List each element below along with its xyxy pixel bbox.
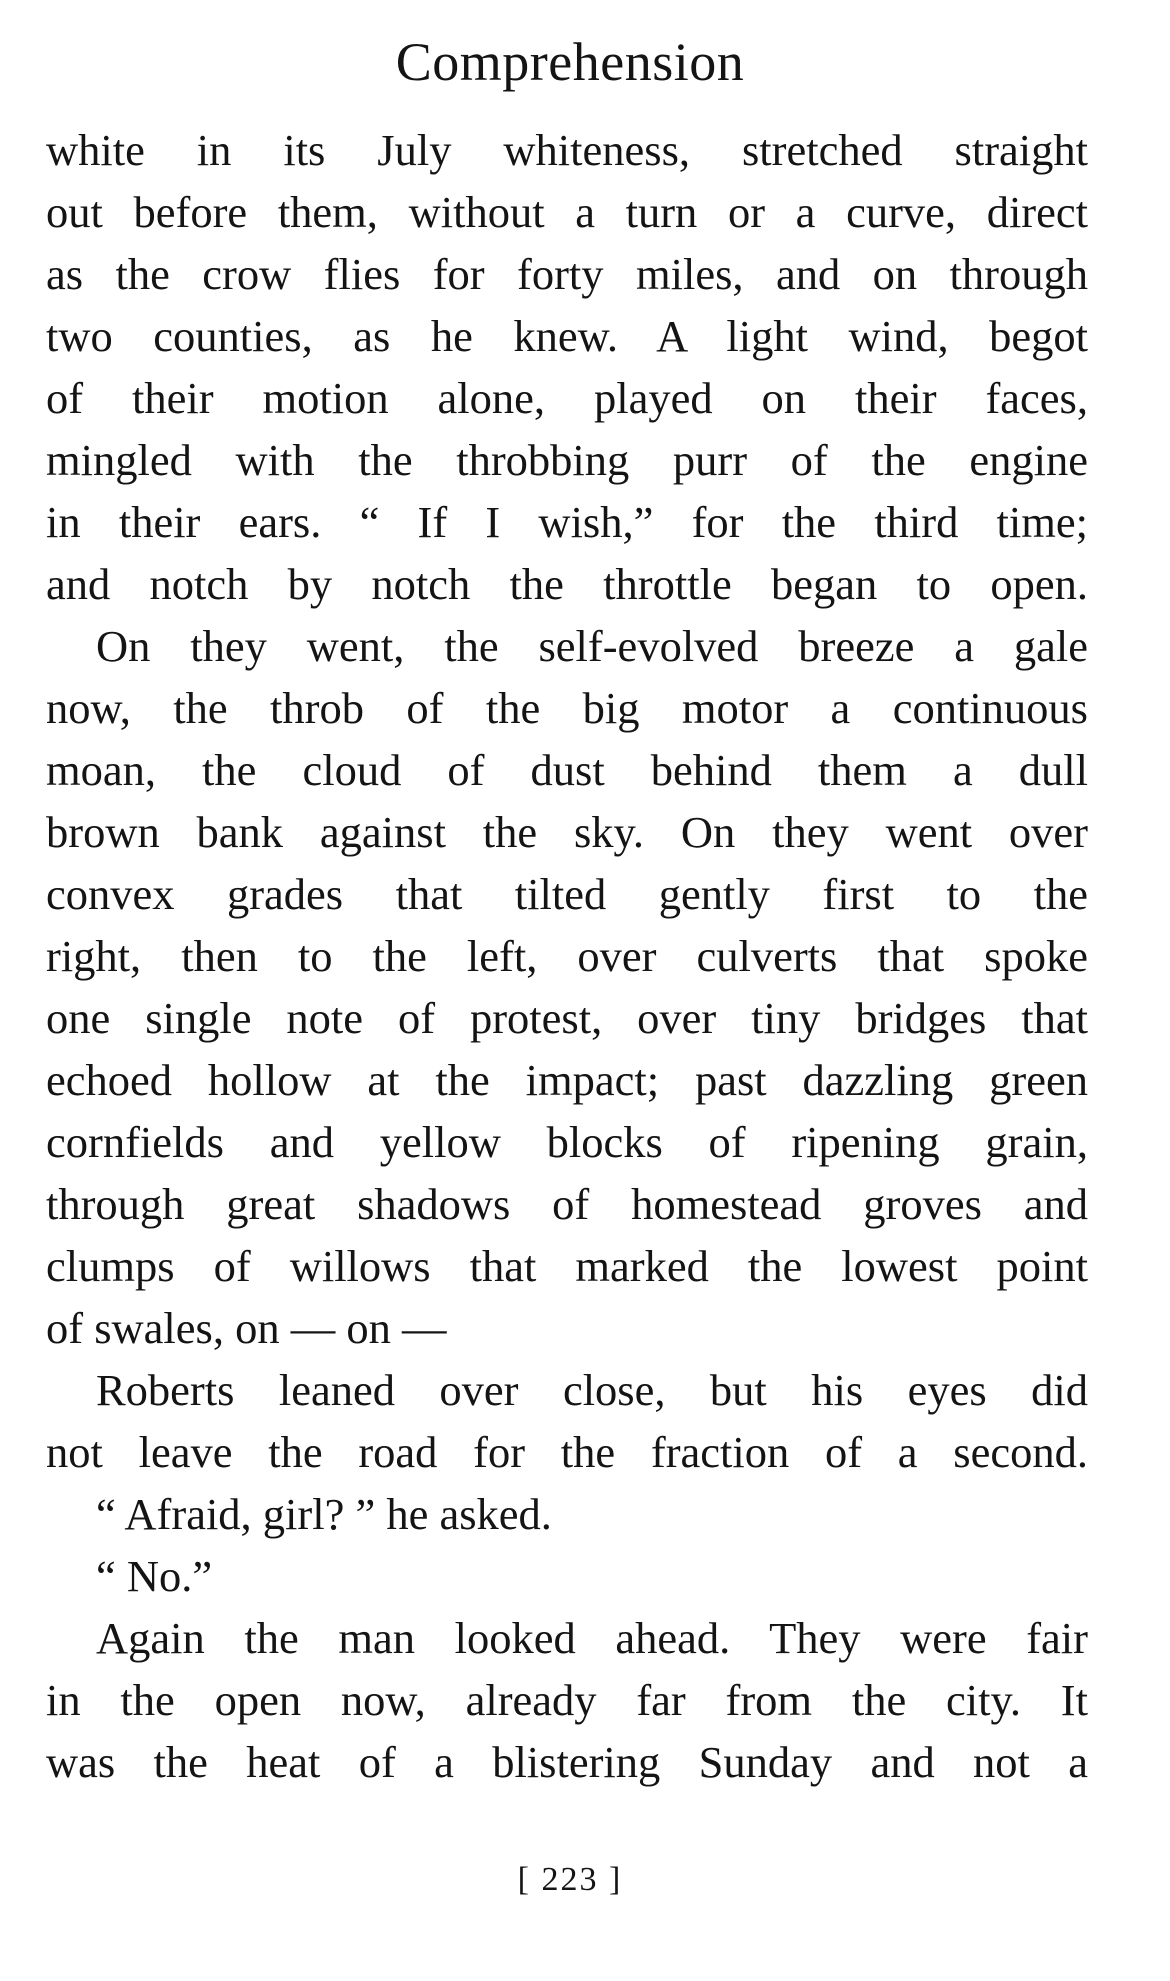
paragraph-last-line: of swales, on — on —: [46, 1303, 447, 1353]
text-line: and notch by notch the throttle began to open.: [46, 559, 1088, 609]
paragraph-first-line: Roberts leaned over close, but his eyes did: [96, 1365, 1088, 1415]
text-line: was the heat of a blistering Sunday and not a: [46, 1737, 1088, 1787]
text-line: two counties, as he knew. A light wind, begot: [46, 311, 1088, 361]
text-line: right, then to the left, over culverts that spoke: [46, 931, 1088, 981]
text-line: cornfields and yellow blocks of ripening grain,: [46, 1117, 1088, 1167]
text-line: white in its July whiteness, stretched straight: [46, 125, 1088, 175]
text-line: moan, the cloud of dust behind them a dull: [46, 745, 1088, 795]
text-line: mingled with the throbbing purr of the engine: [46, 435, 1088, 485]
text-line: as the crow flies for forty miles, and on through: [46, 249, 1088, 299]
text-line: of their motion alone, played on their faces,: [46, 373, 1088, 423]
dialogue-line: “ No.”: [96, 1551, 213, 1601]
text-line: in their ears. “ If I wish,” for the third time;: [46, 497, 1088, 547]
text-line: one single note of protest, over tiny bridges that: [46, 993, 1088, 1043]
body-text: [46, 119, 1088, 1793]
text-line: out before them, without a turn or a curve, direct: [46, 187, 1088, 237]
text-line: through great shadows of homestead groves and: [46, 1179, 1088, 1229]
text-line: in the open now, already far from the city. It: [46, 1675, 1088, 1725]
text-line: clumps of willows that marked the lowest point: [46, 1241, 1088, 1291]
text-line: convex grades that tilted gently first to the: [46, 869, 1088, 919]
paragraph-first-line: Again the man looked ahead. They were fair: [96, 1613, 1088, 1663]
dialogue-line: “ Afraid, girl? ” he asked.: [96, 1489, 552, 1539]
text-line: now, the throb of the big motor a continuous: [46, 683, 1088, 733]
text-line: not leave the road for the fraction of a second.: [46, 1427, 1088, 1477]
text-line: echoed hollow at the impact; past dazzling green: [46, 1055, 1088, 1105]
text-line: brown bank against the sky. On they went over: [46, 807, 1088, 857]
running-header: Comprehension: [395, 32, 745, 92]
page-number: [ 223 ]: [517, 1861, 623, 1898]
paragraph-first-line: On they went, the self-evolved breeze a gale: [96, 621, 1088, 671]
